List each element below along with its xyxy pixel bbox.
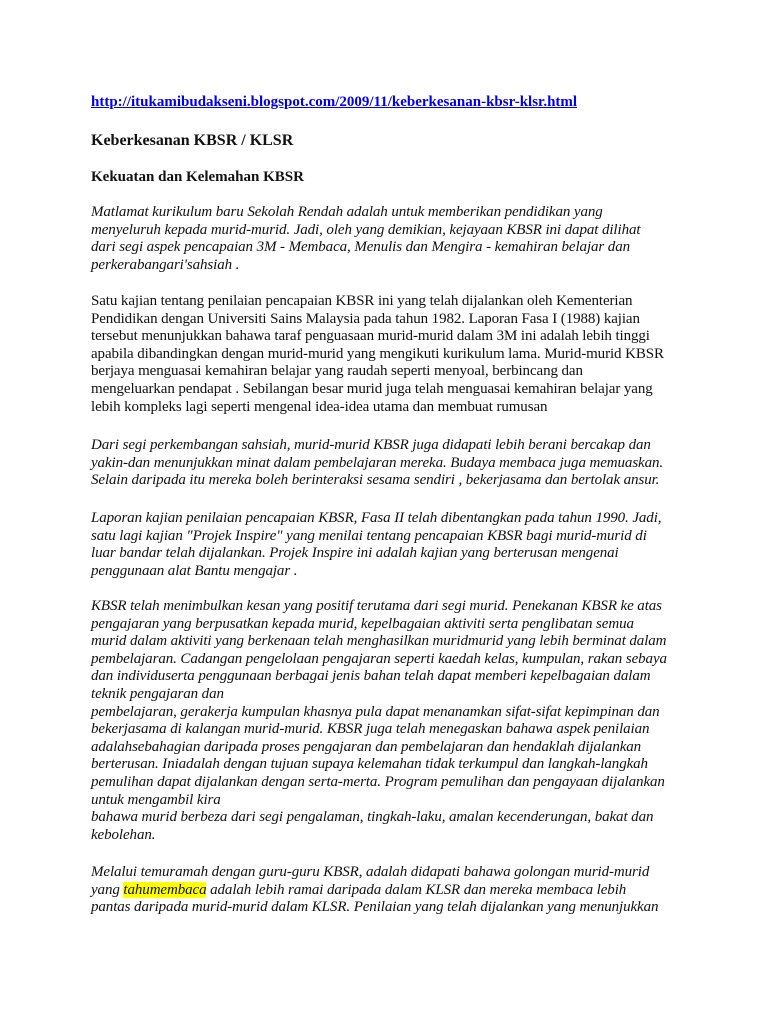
- text-line: lebih kompleks lagi seperti mengenal idea-idea utama dan membuat rumusan: [91, 398, 548, 415]
- text-line: pengajaran yang berpusatkan kepada murid, kepelbagaian aktiviti serta penglibatan semua: [91, 615, 634, 632]
- text-line: pantas daripada murid-murid dalam KLSR. Penilaian yang telah dijalankan yang menunjukkan: [91, 899, 659, 916]
- paragraph-1: [91, 204, 640, 274]
- paragraph-2: [91, 293, 664, 416]
- text-line: Matlamat kurikulum baru Sekolah Rendah adalah untuk memberikan pendidikan yang: [91, 204, 603, 220]
- text-line: Laporan kajian penilaian pencapaian KBSR, Fasa II telah dibentangkan pada tahun 1990. Jadi,: [91, 510, 662, 526]
- text-line: bahawa murid berbeza dari segi pengalaman, tingkah-laku, amalan kecenderungan, bakat dan: [91, 809, 654, 826]
- text-line: Pendidikan dengan Universiti Sains Malaysia pada tahun 1982. Laporan Fasa I (1988) kajian: [91, 310, 640, 327]
- text-line: teknik pengajaran dan: [91, 685, 224, 702]
- text-line: kebolehan.: [91, 826, 156, 843]
- source-url-link[interactable]: http://itukamibudakseni.blogspot.com/2009/11/keberkesanan-kbsr-klsr.html: [91, 94, 578, 110]
- text-line: menyeluruh kepada murid-murid. Jadi, oleh yang demikian, kejayaan KBSR ini dapat dilihat: [91, 221, 641, 238]
- text-line: pembelajaran, gerakerja kumpulan khasnya pula dapat menanamkan sifat-sifat kepimpinan dan: [91, 703, 660, 720]
- text-line: bekerjasama di kalangan murid-murid. KBSR juga telah menegaskan bahawa aspek penilaian: [91, 721, 650, 738]
- text-line: apabila dibandingkan dengan murid-murid yang mengikuti kurikulum lama. Murid-murid KBSR: [91, 345, 664, 362]
- text-line: berterusan. Iniadalah dengan tujuan supaya kelemahan tidak terkumpul dan langkah-langkah: [91, 756, 648, 773]
- text-line: [91, 882, 658, 900]
- text-line: Satu kajian tentang penilaian pencapaian KBSR ini yang telah dijalankan oleh Kementerian: [91, 293, 633, 309]
- text-line: Selain daripada itu mereka boleh berinteraksi sesama sendiri , bekerjasama dan bertolak ansur.: [91, 472, 660, 489]
- highlighted-text: tahumembaca: [123, 881, 207, 898]
- text-segment: adalah lebih ramai daripada dalam KLSR dan mereka membaca lebih: [206, 881, 627, 898]
- paragraph-5: [91, 598, 667, 844]
- text-line: mengeluarkan pendapat . Sebilangan besar murid juga telah menguasai kemahiran belajar yang: [91, 380, 653, 397]
- text-line: satu lagi kajian "Projek Inspire" yang menilai tentang pencapaian KBSR bagi murid-murid di: [91, 527, 647, 544]
- text-line: luar bandar telah dijalankan. Projek Inspire ini adalah kajian yang berterusan mengenai: [91, 545, 619, 562]
- text-line: Melalui temuramah dengan guru-guru KBSR, adalah didapati bahawa golongan murid-murid: [91, 864, 650, 880]
- text-line: pembelajaran. Cadangan pengelolaan pengajaran seperti kaedah kelas, kumpulan, rakan sebaya: [91, 650, 667, 667]
- text-line: penggunaan alat Bantu mengajar .: [91, 562, 298, 579]
- text-line: adalahsebahagian daripada proses pengajaran dan pembelajaran dan hendaklah dijalankan: [91, 738, 642, 755]
- page-title: Keberkesanan KBSR / KLSR: [91, 132, 294, 149]
- text-line: perkerabangari'sahsiah .: [91, 256, 240, 273]
- text-line: murid dalam aktiviti yang berkenaan telah menghasilkan muridmurid yang lebih berminat dalam: [91, 633, 667, 650]
- paragraph-6: [91, 864, 658, 917]
- paragraph-4: [91, 510, 661, 580]
- text-line: yakin-dan menunjukkan minat dalam pembelajaran mereka. Budaya membaca juga memuaskan.: [91, 454, 664, 471]
- text-line: pemulihan dapat dijalankan dengan serta-merta. Program pemulihan dan pengayaan dijalankan: [91, 773, 665, 790]
- text-line: Dari segi perkembangan sahsiah, murid-murid KBSR juga didapati lebih berani bercakap dan: [91, 437, 651, 453]
- paragraph-3: [91, 437, 663, 490]
- text-line: tersebut menunjukkan bahawa taraf penguasaan murid-murid dalam 3M ini adalah lebih tinggi: [91, 328, 650, 345]
- text-line: dan individuserta penggunaan berbagai jenis bahan telah dapat memberi kepelbagaian dalam: [91, 668, 651, 685]
- text-line: untuk mengambil kira: [91, 791, 221, 808]
- text-line: berjaya menguasai kemahiran belajar yang raudah seperti menyoal, berbincang dan: [91, 363, 583, 380]
- section-heading: Kekuatan dan Kelemahan KBSR: [91, 169, 304, 185]
- text-line: dari segi aspek pencapaian 3M - Membaca, Menulis dan Mengira - kemahiran belajar dan: [91, 239, 630, 256]
- text-line: KBSR telah menimbulkan kesan yang positif terutama dari segi murid. Penekanan KBSR ke atas: [91, 598, 662, 614]
- text-segment: yang: [91, 881, 124, 898]
